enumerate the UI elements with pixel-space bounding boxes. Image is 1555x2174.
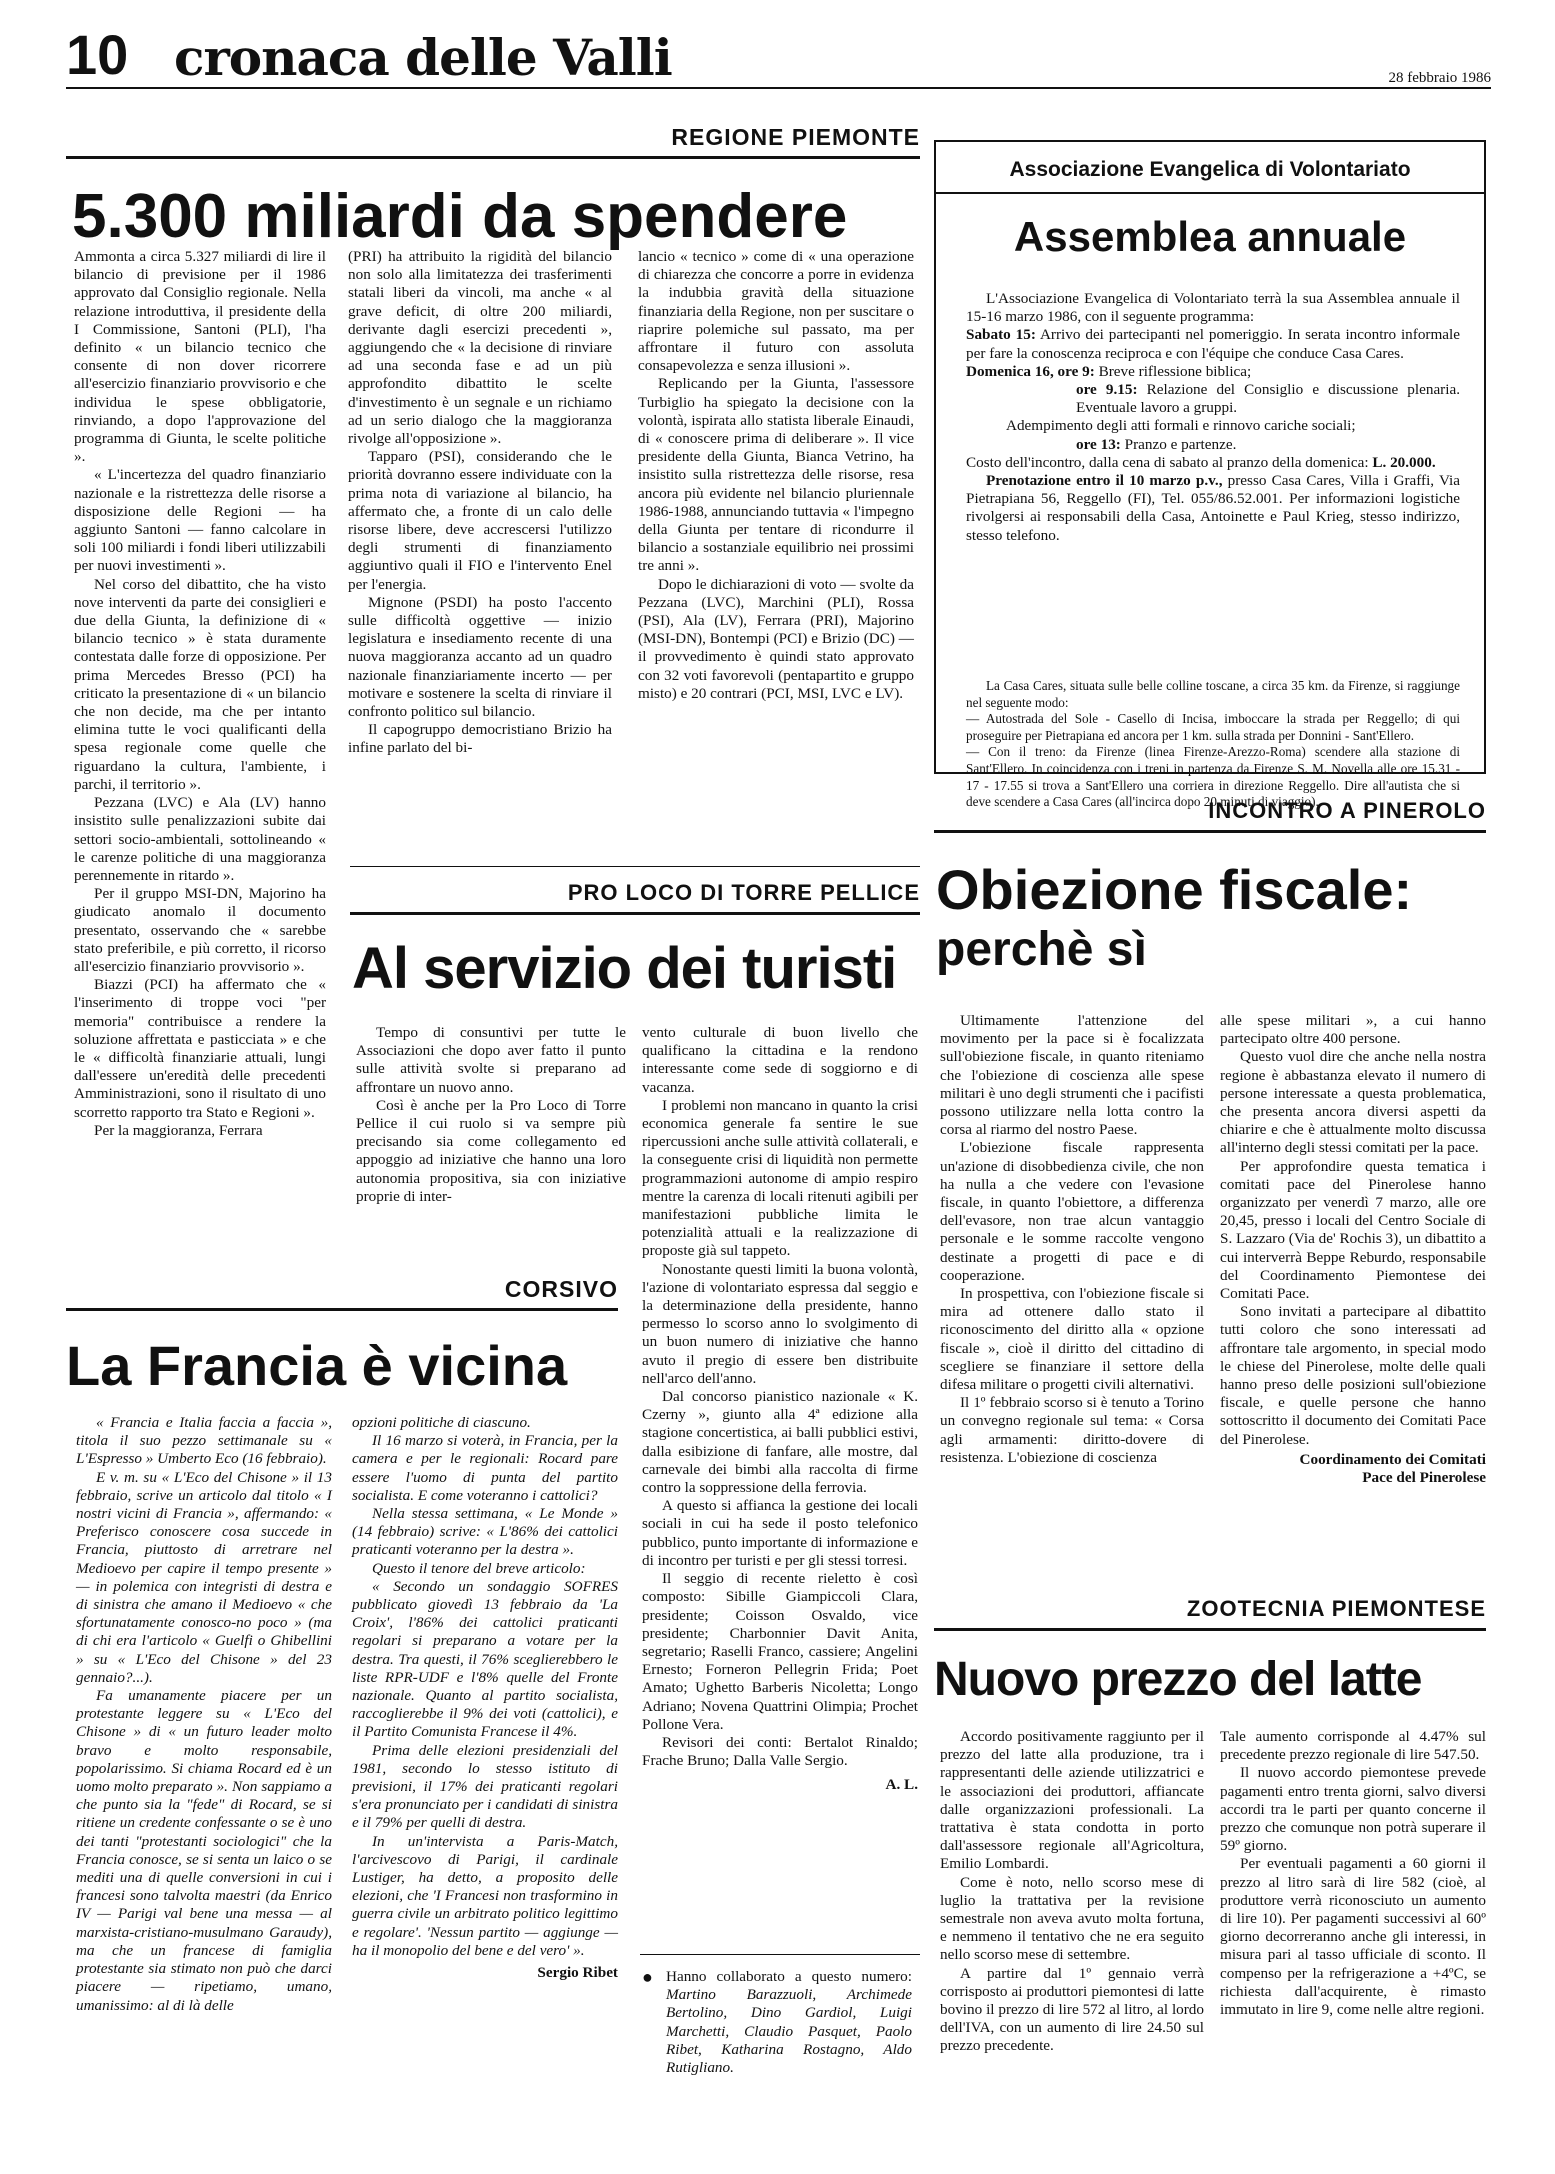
regione-col-3 (638, 248, 914, 703)
proloco-col-2 (642, 1024, 918, 1795)
obiezione-signature-1: Coordinamento dei Comitati (1299, 1450, 1486, 1468)
assemblea-box (934, 140, 1486, 810)
paragraph: Ammonta a circa 5.327 miliardi di lire il bilancio di previsione per il 1986 approvato dal Consiglio regionale. Nella relazione introduttiva, il presidente della I Commissione, Santoni (PLI), l'ha definito « un bilancio tecnico che consente di non dover ricorrere all'esercizio finanziario provvisorio e che individua le spese obbligatorie, rinviando, a dopo l'approvazione del programma di Giunta, le scelte politiche ». (74, 248, 326, 466)
kicker-proloco: PRO LOCO DI TORRE PELLICE (567, 880, 920, 905)
headline-proloco: Al servizio dei turisti (352, 936, 897, 1001)
corsivo-signature: Sergio Ribet (537, 1964, 618, 1982)
paragraph: Dal concorso pianistico nazionale « K. Czerny », giunto alla 4ª edizione alla stagione concertistica, ai balli pubblici estivi, dalla esibizione di fanfare, alle mostre, dal carnevale dei bimbi alla raccolta di firme contro la soppressione della ferrovia. (642, 1388, 918, 1497)
paragraph: « Secondo un sondaggio SOFRES pubblicato giovedì 13 febbraio da 'La Croix', l'86% dei cattolici praticanti regolari si preparano a votare per la destra. Tra questi, il 76% sceglierebbero le liste RPR-UDF e l'8% quelle del Fronte nazionale. Quanto al partito socialista, raccoglierebbe il 9% dei voti (cattolici), e il Partito Comunista Francese il 4%. (352, 1577, 618, 1741)
page-header (66, 18, 1491, 88)
corsivo-col-1 (76, 1414, 332, 2015)
paragraph: Pezzana (LVC) e Ala (LV) hanno insistito sulle penalizzazioni subite dai settori socio-ambientali, sottolineando « le carenze politiche di una maggioranza perennemente in ritardo ». (74, 794, 326, 884)
issue-date: 28 febbraio 1986 (1388, 70, 1491, 86)
paragraph: Tale aumento corrisponde al 4.47% sul precedente prezzo regionale di lire 547.50. (1220, 1728, 1486, 1764)
paragraph: Il capogruppo democristiano Brizio ha infine parlato del bi- (348, 721, 612, 757)
obiezione-col-2 (1220, 1012, 1486, 1487)
kicker-obiezione: INCONTRO A PINEROLO (1208, 798, 1486, 823)
paragraph: Prima delle elezioni presidenziali del 1981, secondo lo stesso istituto di previsioni, il 17% dei praticanti regolari s'era pronunciato per i candidati di sinistra e il 79% per quelli di destra. (352, 1741, 618, 1832)
proloco-rule (350, 912, 920, 915)
assemblea-body (966, 290, 1460, 545)
paragraph: Il 1º febbraio scorso si è tenuto a Torino un convegno regionale sul tema: « Corsa agli armamenti: diritto-dovere di resistenza. L'obiezione di coscienza (940, 1394, 1204, 1466)
regione-col-2 (348, 248, 612, 758)
paragraph: Come è noto, nello scorso mese di luglio la trattativa per la revisione semestrale non aveva avuto molta fortuna, e nemmeno il tentativo che ne era seguito nello scorso mese di settembre. (940, 1873, 1204, 1964)
directions-intro: La Casa Cares, situata sulle belle colline toscane, a circa 35 km. da Firenze, si raggiunge nel seguente modo: (966, 678, 1460, 710)
directions-car: — Autostrada del Sole - Casello di Incisa, imboccare la strada per Reggello; di qui proseguire per Pietrapiana ed ancora per 1 km. sulla strada per Donnini - Sant'Ellero. (966, 711, 1460, 743)
text: Costo dell'incontro, dalla cena di sabato al pranzo della domenica: (966, 453, 1373, 471)
bullet-icon: ● (642, 1967, 653, 1987)
paragraph: Sono invitati a partecipare al dibattito tutti coloro che sono interessati ad affrontare tale argomento, in special modo le chiese del Pinerolese, molte delle quali hanno preso delle posizioni sull'obiezione fiscale, e quelle persone che hanno sottoscritto il documento dei Comitati Pace del Pinerolese. (1220, 1303, 1486, 1448)
label: ore 9.15: (1076, 381, 1138, 399)
paragraph: Dopo le dichiarazioni di voto — svolte da Pezzana (LVC), Marchini (PLI), Rossa (PSI), Ala (LV), Ferrara (PRI), Majorino (MSI-DN), Bontempi (PCI) e Brizio (DC) — il provvedimento è quindi stato approvato con 32 voti favorevoli (pentapartito e gruppo misto) e 20 contrari (PCI, MSI, LVC e LV). (638, 575, 914, 702)
obiezione-signature-2: Pace del Pinerolese (1362, 1469, 1486, 1487)
obiezione-col-1 (940, 1012, 1204, 1467)
paragraph: (PRI) ha attribuito la rigidità del bilancio non solo alla limitatezza dei trasferimenti statali liberi da vincoli, ma anche « al grave deficit, di oltre 200 miliardi, derivante dagli esercizi precedenti », aggiungendo che « la decisione di rinviare ad una seconda fase e ad un più approfondito dibattito le scelte d'investimento è un segnale e un richiamo ad un serio dialogo che la maggioranza rivolge all'opposizione ». (348, 248, 612, 448)
collaborato-rule (640, 1954, 920, 1955)
label: Prenotazione entro il 10 marzo p.v., (986, 472, 1223, 490)
paragraph: Il 16 marzo si voterà, in Francia, per la camera e per le regionali: Rocard pare essere l'uomo di punta del partito socialista. E come voteranno i cattolici? (352, 1432, 618, 1504)
proloco-signature: A. L. (885, 1776, 918, 1794)
collaborato-text (642, 1968, 912, 2077)
paragraph: Il nuovo accordo piemontese prevede pagamenti entro trenta giorni, salvo diversi accordi tra le parti per quanto concerne il prezzo che comunque non potrà superare il 59º giorno. (1220, 1764, 1486, 1855)
paragraph: Questo il tenore del breve articolo: (372, 1559, 586, 1577)
paragraph: In un'intervista a Paris-Match, l'arcivescovo di Parigi, il cardinale Lustiger, ha detto, a proposito delle elezioni, che 'I Francesi non trasformino in guerra civile un arbitrato politico legittimo e regolare'. 'Nessun partito — aggiunge — ha il monopolio del bene e del vero' ». (352, 1832, 618, 1959)
collaborato-box (642, 1968, 912, 2077)
assemblea-costo (966, 454, 1460, 472)
paragraph: « Francia e Italia faccia a faccia », titola il suo pezzo settimanale su « L'Espresso » Umberto Eco (16 febbraio). (76, 1414, 332, 1468)
paragraph: Per il gruppo MSI-DN, Majorino ha giudicato anomalo il documento presentato, osservando che « sarebbe stato preferibile, e più corretto, il ricorso all'esercizio finanziario provvisorio ». (74, 885, 326, 975)
kicker-regione: REGIONE PIEMONTE (671, 124, 920, 150)
paragraph: Tempo di consuntivi per tutte le Associazioni che dopo aver fatto il punto sulle attività svolte si preparano ad affrontare un nuovo anno. (356, 1024, 626, 1096)
newspaper-title: cronaca delle Valli (174, 28, 672, 87)
paragraph: Nella stessa settimana, « Le Monde » (14 febbraio) scrive: « L'86% dei cattolici praticanti voteranno per la destra ». (352, 1505, 618, 1559)
headline-assemblea: Assemblea annuale (1013, 213, 1407, 260)
assemblea-ore-13 (966, 436, 1460, 454)
corsivo-rule (66, 1308, 618, 1311)
assemblea-rule (936, 192, 1484, 194)
kicker-latte: ZOOTECNIA PIEMONTESE (1186, 1596, 1486, 1621)
paragraph: I problemi non mancano in quanto la crisi economica generale fa sentire le sue ripercussioni anche sulle attività collaterali, e la conseguente crisi di liquidità non permette programmazioni autonome di ampio respiro mentre la carenza di locali ritenuti agibili per manifestazioni pubbliche limita le potenzialità attuali e la realizzazione di proposte già sul tappeto. (642, 1096, 918, 1260)
proloco-top-rule (350, 866, 920, 867)
paragraph: Per approfondire questa tematica i comitati pace del Pinerolese hanno organizzato per venerdì 7 marzo, alle ore 20,45, presso i locali del Centro Sociale di S. Lazzaro (Via de' Rochis 3), un dibattito a cui interverrà Beppe Reburdo, responsabile del Coordinamento Piemontese dei Comitati Pace. (1220, 1157, 1486, 1303)
proloco-col-1 (356, 1024, 626, 1206)
header-rule (66, 87, 1491, 89)
paragraph: In prospettiva, con l'obiezione fiscale si mira ad ottenere dallo stato il riconoscimento del diritto alla « opzione fiscale », cioè il diritto del cittadino di scegliere se finanziare il settore della difesa militare o progetti civili alternativi. (940, 1285, 1204, 1394)
paragraph: vento culturale di buon livello che qualificano la cittadina e la rendono interessante come sede di soggiorno e di vacanza. (642, 1024, 918, 1096)
assemblea-sabato (966, 326, 1460, 362)
headline-regione: 5.300 miliardi da spendere (72, 182, 848, 251)
paragraph: Il seggio di recente rieletto è così composto: Sibille Giampiccoli Clara, presidente; Coisson Osvaldo, vice presidente; Charbonnier Davit Anita, segretario; Raselli Franco, cassiere; Angelini Ernesto; Forneron Pellegrin Frida; Poet Amato; Ughetto Barberis Nicoletta; Longo Adriano; Novena Quattrini Olimpia; Prochet Pollone Vera. (642, 1570, 918, 1733)
collaborato-names: Martino Barazzuoli, Archimede Bertolino, Dino Gardiol, Luigi Marchetti, Claudio Pasquet, Paolo Ribet, Katharina Rostagno, Aldo Rutigliano. (666, 1986, 912, 2077)
value: L. 20.000. (1372, 453, 1436, 471)
paragraph: Ultimamente l'attenzione del movimento per la pace si è focalizzata sull'obiezione fiscale, in quanto riteniamo che l'obiezione di coscienza alle spese militari è uno degli strumenti che i pacifisti possono utilizzare nella lotta contro la corsa al riarmo del nostro Paese. (940, 1012, 1204, 1139)
regione-col-1 (74, 248, 326, 1140)
headline-obiezione-1: Obiezione fiscale: (936, 858, 1413, 921)
assemblea-org: Associazione Evangelica di Volontariato (1009, 158, 1411, 181)
directions-train: — Con il treno: da Firenze (linea Firenze-Arezzo-Roma) scendere alla stazione di Sant'Ellero. In coincidenza con i treni in partenza da Firenze S. M. Novella alle ore 15.31 - 17 - 17.55 si trova a Sant'Ellero una corriera in direzione Reggello. Dire all'autista che si deve scendere a Casa Cares (all'incirca dopo 20 minuti di viaggio). (966, 744, 1460, 810)
obiezione-rule (934, 830, 1486, 833)
latte-col-2 (1220, 1728, 1486, 2019)
page-number: 10 (66, 23, 129, 86)
text: presso Casa Cares, Villa i Graffi, Via Pietrapiana 56, Reggello (FI), Tel. 055/86.52.001. Per informazioni logistiche rivolgersi ai responsabili della Casa, Antoinette e Paul Krieg, stesso indirizzo, stesso telefono. (966, 472, 1460, 544)
paragraph: A questo si affianca la gestione dei locali sociali in cui ha sede il posto telefonico pubblico, punto importante di informazione e di incontro per turisti e per gli stessi torresi. (642, 1497, 918, 1569)
paragraph: opzioni politiche di ciascuno. (352, 1414, 531, 1431)
paragraph: E v. m. su « L'Eco del Chisone » il 13 febbraio, scrive un articolo dal titolo « I nostri vicini di Francia », affermando: « Preferisco conoscere cosa succede in Francia, piuttosto di arretrare nel Medioevo per capire il tempo presente » — in polemica con integristi di destra e di sinistra che amano il Medioevo « che sfortunatamente conosco-no poco » (ma di chi era l'articolo « Guelfi o Ghibellini » su « L'Eco del Chisone » del 23 gennaio?...). (76, 1468, 332, 1686)
latte-col-1 (940, 1728, 1204, 2056)
regione-rule (66, 156, 920, 159)
paragraph: Questo vuol dire che anche nella nostra regione è abbastanza elevato il numero di persone interessate a questa problematica, che presenta ancora diversi aspetti da chiarire e che è attualmente molto discussa all'interno degli stessi comitati per la pace. (1220, 1048, 1486, 1157)
text: Breve riflessione biblica; (1094, 362, 1252, 380)
paragraph: Così è anche per la Pro Loco di Torre Pellice il cui ruolo si va sempre più precisando sia come collegamento ed appoggio ad iniziative che hanno una loro autonomia propositiva, sia con iniziative proprie di inter- (356, 1096, 626, 1205)
paragraph: A partire dal 1º gennaio verrà corrisposto ai produttori piemontesi di latte bovino il prezzo di lire 572 al litro, al lordo dell'IVA, con un aumento di lire 24.50 sul prezzo precedente. (940, 1964, 1204, 2055)
text: Pranzo e partenze. (1120, 435, 1237, 453)
label: ore 13: (1076, 435, 1121, 453)
label: Sabato 15: (966, 326, 1036, 344)
text: Relazione del Consiglio e discussione plenaria. Eventuale lavoro a gruppi. (1076, 381, 1460, 417)
paragraph: Biazzi (PCI) ha affermato che « l'inserimento di troppe voci "per memoria" contribuisce a rendere la soluzione affrettata e pasticciata » e che le « difficoltà finanziarie attuali, lungi dall'essere un'eredità delle precedenti Amministrazioni, sono il risultato di uno scorretto rapporto tra Stato e Regioni ». (74, 976, 326, 1121)
assemblea-domenica (966, 363, 1460, 381)
assemblea-ore-915 (966, 381, 1460, 417)
paragraph: Per la maggioranza, Ferrara (94, 1121, 263, 1139)
latte-rule (934, 1628, 1486, 1631)
collaborato-lead: Hanno collaborato a questo numero: (666, 1968, 912, 1985)
paragraph: lancio « tecnico » come di « una operazione di chiarezza che concorre a porre in evidenza la indubbia gravità della situazione finanziaria della Regione, non per suscitare o riaprire polemiche sul passato, ma per affrontare il futuro con assoluta consapevolezza e senza illusioni ». (638, 248, 914, 375)
label: Domenica 16, ore 9: (966, 362, 1095, 380)
corsivo-col-2 (352, 1414, 618, 1982)
paragraph: alle spese militari », a cui hanno partecipato oltre 400 persone. (1220, 1012, 1486, 1048)
paragraph: Accordo positivamente raggiunto per il prezzo del latte alla produzione, tra i rappresentanti delle aziende utilizzatrici e le associazioni dei produttori, affiancate dalle organizzazioni professionali. La trattativa è stata condotta in porto dall'assessore regionale all'Agricoltura, Emilio Lombardi. (940, 1728, 1204, 1873)
paragraph: « L'incertezza del quadro finanziario nazionale e la ristrettezza delle risorse a disposizione delle Regioni — ha aggiunto Santoni — fanno calcolare in soli 100 miliardi i fondi liberi utilizzabili per nuovi investimenti ». (74, 466, 326, 575)
headline-corsivo: La Francia è vicina (66, 1334, 568, 1397)
paragraph: Tapparo (PSI), considerando che le priorità dovranno essere individuate con la prima nota di variazione al bilancio, ha affermato che, a fronte di un calo delle risorse libere, deve accrescersi l'utilizzo degli strumenti di finanziamento aggiuntivo quali il FIO e l'intervento Enel per l'energia. (348, 448, 612, 593)
paragraph: Nel corso del dibattito, che ha visto nove interventi da parte dei consiglieri e due della Giunta, la definizione di « bilancio tecnico » è stata duramente contestata dalle forze di opposizione. Per prima Mercedes Bresso (PCI) ha criticato la presentazione di « un bilancio che non decide, ma che per intanto elimina tutte le voci qualificanti della spesa regionale come quelle che riguardano la cultura, l'ambiente, i parchi, il territorio ». (74, 575, 326, 793)
assemblea-directions (966, 678, 1460, 811)
assemblea-prenotazione (966, 472, 1460, 545)
kicker-corsivo: CORSIVO (504, 1276, 618, 1302)
paragraph: L'obiezione fiscale rappresenta un'azione di disobbedienza civile, che non ha nulla a che vedere con l'evasione fiscale, in quanto l'obiettore, a differenza dell'evasore, non trae alcun vantaggio personale e le somme raccolte vengono destinate a progetti di pace e di cooperazione. (940, 1139, 1204, 1284)
paragraph: Revisori dei conti: Bertalot Rinaldo; Frache Bruno; Dalla Valle Sergio. (642, 1733, 918, 1770)
paragraph: Fa umanamente piacere per un protestante leggere su « L'Eco del Chisone » di « un futuro leader molto bravo e molto responsabile, popolarissimo. Si chiama Rocard ed è un uomo molto preparato ». Non sappiamo a che punto sia la "fede" di Rocard, se si ritiene un credente confessante o se è uno dei tanti "protestanti sociologici" che la Francia conosce, se si senta un laico o se mediti una di quelle conversioni in cui i francesi sono talvolta maestri (da Enrico IV — Parigi val bene una messa — al marxista-cristiano-musulmano Garaudy), ma che un francese di famiglia protestante sia stimato non può che darci piacere — ripetiamo, umano, umanissimo: al di là delle (76, 1687, 332, 2014)
headline-obiezione-2: perchè sì (936, 923, 1147, 976)
paragraph: Replicando per la Giunta, l'assessore Turbiglio ha spiegato la decisione con la volontà, ispirata allo statista liberale Einaudi, di « conoscere prima di deliberare ». Il vice presidente della Giunta, Bianca Vetrino, ha insistito sulla ristrettezza delle risorse, resa ancora più evidente nel bilancio pluriennale 1986-1988, annunciando tuttavia « l'impegno della Giunta per tentare di ricondurre il bilancio a sostanziale equilibrio nei prossimi tre anni ». (638, 375, 914, 575)
assemblea-adempimento: Adempimento degli atti formali e rinnovo cariche sociali; (1006, 417, 1356, 435)
paragraph: Mignone (PSDI) ha posto l'accento sulle difficoltà oggettive — inizio legislatura e insediamento recente di una nuova maggioranza accanto ad un quadro nazionale finanziariamente incerto — per motivare e sostenere la scelta di rinviare il confronto politico sul bilancio. (348, 593, 612, 721)
paragraph: Per eventuali pagamenti a 60 giorni il prezzo al litro sarà di lire 582 (cioè, al produttore verrà riconosciuto un aumento di lire 10). Per pagamenti successivi al 60º giorno decorreranno anche gli interessi, in misura pari al tasso ufficiale di sconto. Il compenso per la refrigerazione a +4ºC, se richiesta dall'acquirente, è rimasto immutato in lire 9, come nelle altre regioni. (1220, 1855, 1486, 2019)
assemblea-intro: L'Associazione Evangelica di Volontariato terrà la sua Assemblea annuale il 15-16 marzo 1986, con il seguente programma: (966, 290, 1460, 326)
headline-latte: Nuovo prezzo del latte (934, 1653, 1422, 1706)
text: Arrivo dei partecipanti nel pomeriggio. In serata incontro informale per fare la conoscenza reciproca e con l'équipe che conduce Casa Cares. (966, 326, 1461, 362)
paragraph: Nonostante questi limiti la buona volontà, l'azione di volontariato espressa dal seggio e la determinazione della presidente, hanno permesso lo scorso anno lo svolgimento di un buon numero di iniziative che hanno avuto il pregio di essere ben distribuite nell'arco dell'anno. (642, 1260, 918, 1387)
